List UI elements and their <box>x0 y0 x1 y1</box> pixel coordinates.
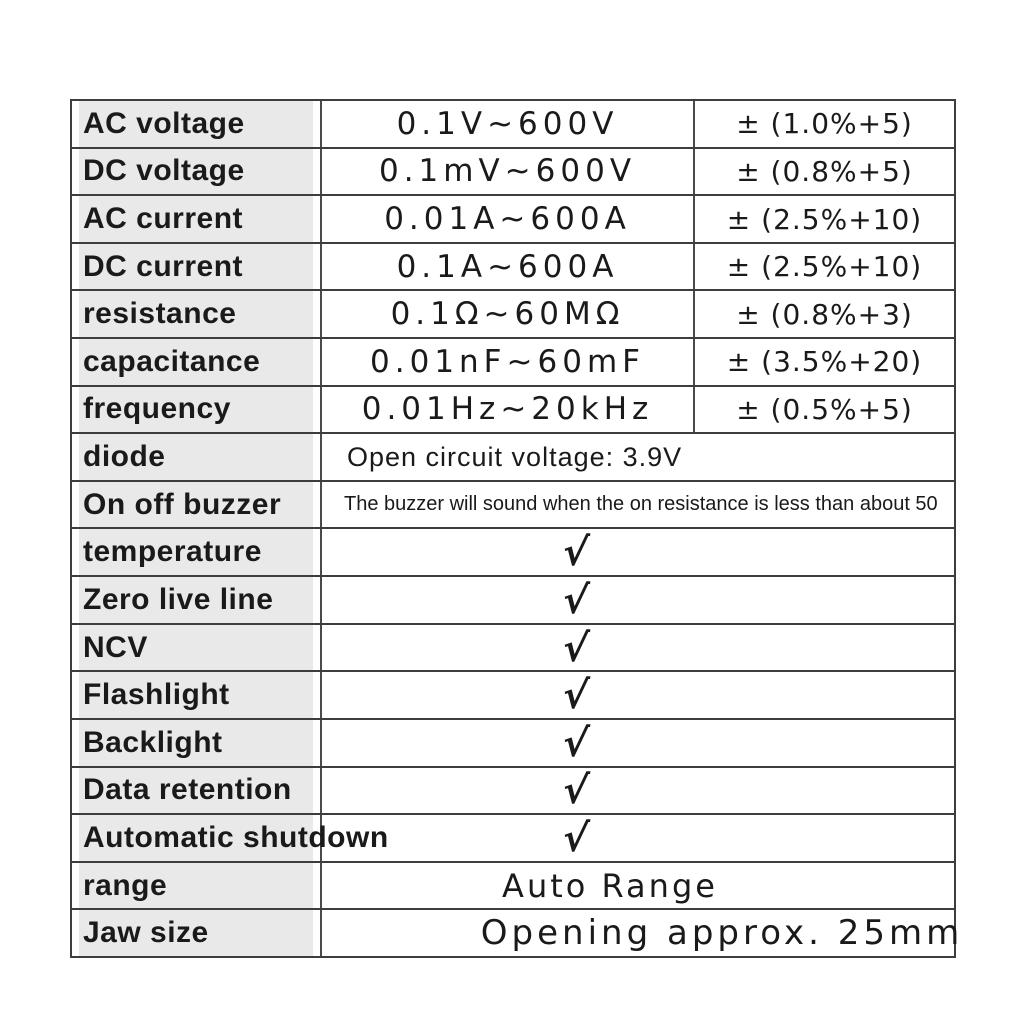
row-label: NCV <box>83 630 148 664</box>
row-label-cell <box>72 101 322 147</box>
checkmark-icon: √ <box>561 768 591 813</box>
row-accuracy-cell <box>695 339 954 385</box>
row-label-cell <box>72 863 322 909</box>
row-content-cell <box>322 768 954 814</box>
table-row <box>72 813 954 861</box>
table-row <box>72 527 954 575</box>
row-content-cell <box>322 434 954 480</box>
row-content-cell <box>322 672 954 718</box>
range-value: 0.01Hz~20kHz <box>361 391 654 428</box>
table-row <box>72 908 964 956</box>
row-label-cell <box>72 339 322 385</box>
row-content-cell <box>322 577 954 623</box>
row-label-cell <box>72 291 322 337</box>
accuracy-value: ± (2.5%+10) <box>726 250 923 284</box>
table-row <box>72 289 954 337</box>
row-label-cell <box>72 625 322 671</box>
row-range-cell <box>322 149 695 195</box>
row-label-cell <box>72 482 322 528</box>
row-label: DC current <box>83 249 244 283</box>
row-label: AC voltage <box>83 106 245 140</box>
row-label: Jaw size <box>83 916 209 950</box>
row-content-cell <box>322 529 954 575</box>
row-label-cell <box>72 720 322 766</box>
row-value: Opening approx. 25mm <box>480 913 964 954</box>
row-content-cell <box>322 720 954 766</box>
row-range-cell <box>322 196 695 242</box>
range-value: 0.1A~600A <box>396 248 619 285</box>
row-label: AC current <box>83 202 244 236</box>
row-label: resistance <box>83 297 237 331</box>
row-label-cell <box>72 768 322 814</box>
accuracy-value: ± (0.8%+3) <box>736 297 913 331</box>
row-label: Data retention <box>83 773 292 807</box>
range-value: 0.01A~600A <box>384 201 631 238</box>
row-value: Auto Range <box>502 866 718 905</box>
row-note: The buzzer will sound when the on resistance is less than about 50 <box>344 493 938 516</box>
row-accuracy-cell <box>695 196 954 242</box>
row-label-cell <box>72 149 322 195</box>
checkmark-icon: √ <box>561 673 591 718</box>
range-value: 0.1mV~600V <box>378 153 637 190</box>
row-label-cell <box>72 577 322 623</box>
row-accuracy-cell <box>695 291 954 337</box>
row-label: diode <box>83 440 166 474</box>
row-content-cell <box>322 815 954 861</box>
row-label-cell <box>72 815 389 861</box>
row-accuracy-cell <box>695 244 954 290</box>
row-range-cell <box>322 244 695 290</box>
checkmark-icon: √ <box>561 720 591 765</box>
accuracy-value: ± (0.8%+5) <box>736 154 913 188</box>
row-label: DC voltage <box>83 154 245 188</box>
row-label: Automatic shutdown <box>83 820 389 854</box>
range-value: 0.1Ω~60MΩ <box>390 296 625 333</box>
table-row <box>72 623 954 671</box>
row-content-cell <box>322 863 954 909</box>
row-label: frequency <box>83 392 231 426</box>
row-label-cell <box>72 387 322 433</box>
table-row <box>72 861 954 909</box>
row-content-cell <box>322 910 964 956</box>
row-label-cell <box>72 672 322 718</box>
row-label-cell <box>72 434 322 480</box>
row-label-cell <box>72 244 322 290</box>
row-label-cell <box>72 196 322 242</box>
row-label: range <box>83 868 168 902</box>
checkmark-icon: √ <box>561 625 591 670</box>
accuracy-value: ± (0.5%+5) <box>736 392 913 426</box>
row-label-cell <box>72 529 322 575</box>
row-accuracy-cell <box>695 149 954 195</box>
table-row <box>72 718 954 766</box>
row-content-cell <box>322 625 954 671</box>
table-row <box>72 242 954 290</box>
row-label: Flashlight <box>83 678 230 712</box>
checkmark-icon: √ <box>561 577 591 622</box>
table-row <box>72 480 954 528</box>
row-range-cell <box>322 101 695 147</box>
row-label: capacitance <box>83 344 261 378</box>
row-range-cell <box>322 291 695 337</box>
table-row <box>72 194 954 242</box>
row-note: Open circuit voltage: 3.9V <box>347 441 683 472</box>
row-label: Zero live line <box>83 582 274 616</box>
table-row <box>72 385 954 433</box>
table-row <box>72 101 954 147</box>
accuracy-value: ± (3.5%+20) <box>726 345 923 379</box>
accuracy-value: ± (1.0%+5) <box>736 107 913 141</box>
row-content-cell <box>322 482 954 528</box>
accuracy-value: ± (2.5%+10) <box>726 202 923 236</box>
row-label: Backlight <box>83 725 223 759</box>
range-value: 0.01nF~60mF <box>370 343 645 380</box>
table-row <box>72 432 954 480</box>
table-row <box>72 147 954 195</box>
row-label: temperature <box>83 535 262 569</box>
row-accuracy-cell <box>695 101 954 147</box>
row-label-cell <box>72 910 322 956</box>
table-row <box>72 766 954 814</box>
spec-table <box>70 99 964 958</box>
row-range-cell <box>322 387 695 433</box>
row-accuracy-cell <box>695 387 954 433</box>
table-row <box>72 670 954 718</box>
checkmark-icon: √ <box>561 815 591 860</box>
range-value: 0.1V~600V <box>396 105 619 142</box>
table-row <box>72 575 954 623</box>
checkmark-icon: √ <box>561 530 591 575</box>
row-range-cell <box>322 339 695 385</box>
row-label: On off buzzer <box>83 487 282 521</box>
table-row <box>72 337 954 385</box>
